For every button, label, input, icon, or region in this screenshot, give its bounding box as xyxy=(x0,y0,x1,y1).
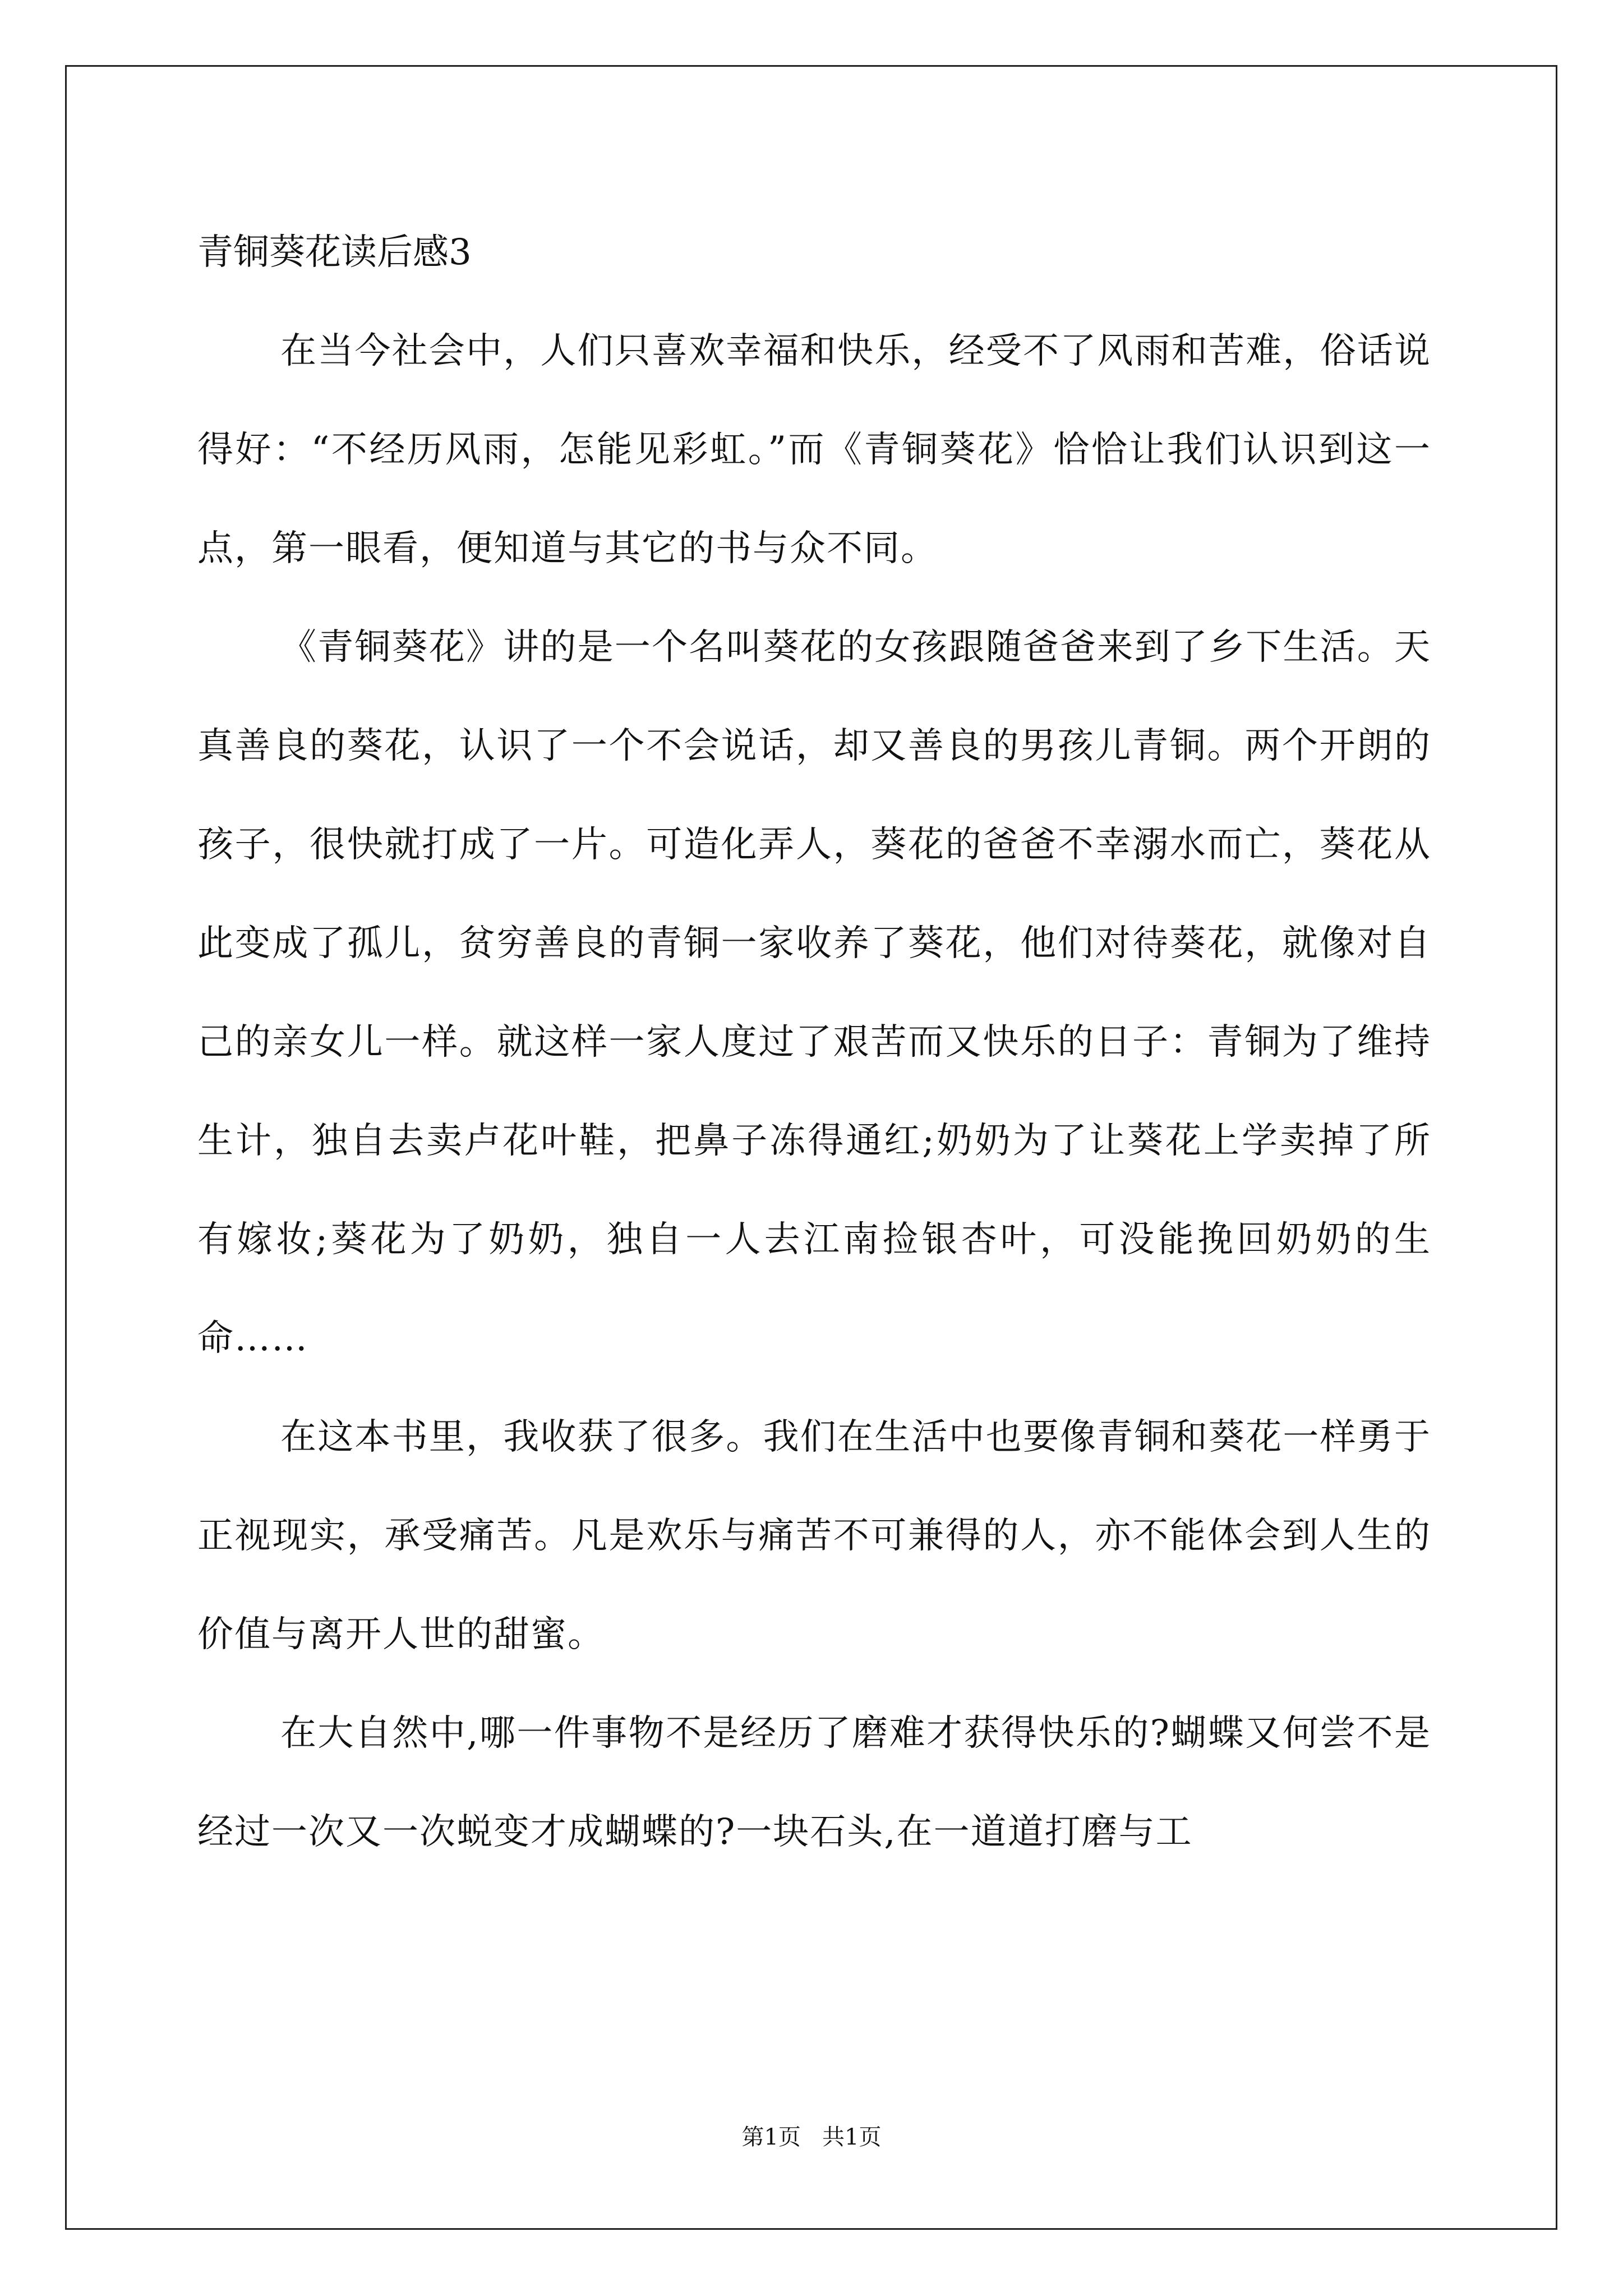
paragraph-2: 《青铜葵花》讲的是一个名叫葵花的女孩跟随爸爸来到了乡下生活。天真善良的葵花，认识了一个不会说话，却又善良的男孩儿青铜。两个开朗的孩子，很快就打成了一片。可造化弄人，葵花的爸爸不幸溺水而亡，葵花从此变成了孤儿，贫穷善良的青铜一家收养了葵花，他们对待葵花，就像对自己的亲女儿一样。就这样一家人度过了艰苦而又快乐的日子：青铜为了维持生计，独自去卖卢花叶鞋，把鼻子冻得通红;奶奶为了让葵花上学卖掉了所有嫁妆;葵花为了奶奶，独自一人去江南捡银杏叶，可没能挽回奶奶的生命…… xyxy=(197,627,1431,1359)
document-body xyxy=(197,203,1431,1881)
document-title: 青铜葵花读后感3 xyxy=(197,232,472,273)
paragraph-1: 在当今社会中，人们只喜欢幸福和快乐，经受不了风雨和苦难，俗话说得好：“不经历风雨，怎能见彩虹。”而《青铜葵花》恰恰让我们认识到这一点，第一眼看，便知道与其它的书与众不同。 xyxy=(197,330,1431,569)
paragraph-4: 在大自然中,哪一件事物不是经历了磨难才获得快乐的?蝴蝶又何尝不是经过一次又一次蜕变才成蝴蝶的?一块石头,在一道道打磨与工 xyxy=(197,1713,1431,1853)
page-footer: 第1页 共1页 xyxy=(741,2124,882,2150)
paragraph-3: 在这本书里，我收获了很多。我们在生活中也要像青铜和葵花一样勇于正视现实，承受痛苦。凡是欢乐与痛苦不可兼得的人，亦不能体会到人生的价值与离开人世的甜蜜。 xyxy=(197,1416,1431,1655)
